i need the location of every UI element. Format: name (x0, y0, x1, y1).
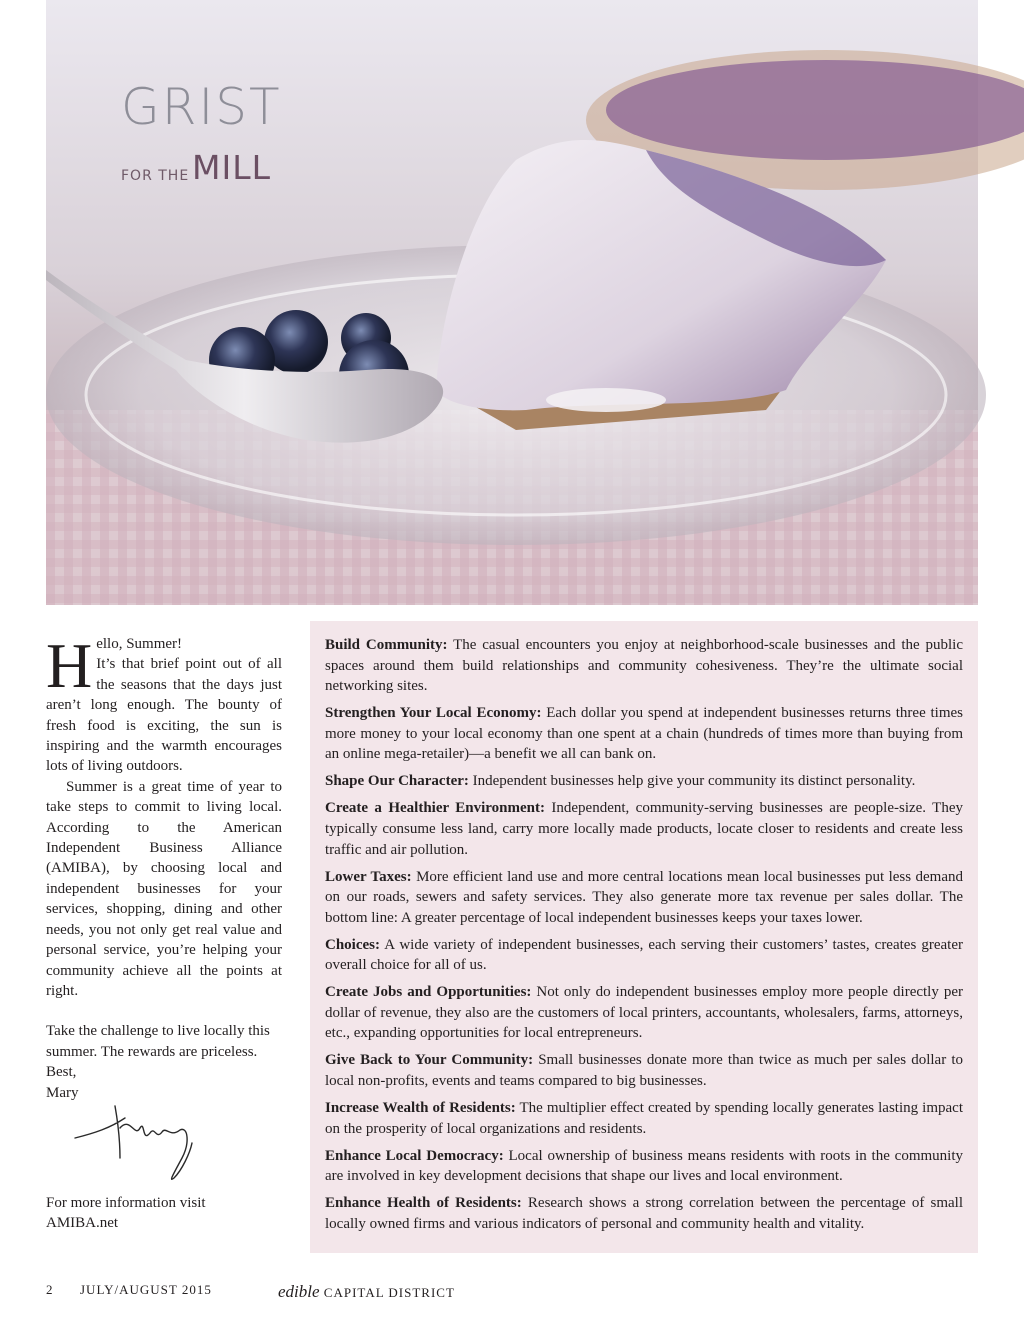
issue-date: JULY/AUGUST 2015 (80, 1282, 212, 1297)
letter-signoff-name: Mary (46, 1084, 79, 1101)
benefit-text: A wide variety of independent businesses, each serving their customers’ tastes, creates greater overall choice for all of us. (325, 936, 963, 974)
benefit-title: Shape Our Character: (325, 773, 469, 790)
benefit-item (325, 1050, 963, 1091)
benefit-item (325, 1193, 963, 1234)
letter-paragraph-1 (46, 630, 282, 777)
benefit-title: Enhance Health of Residents: (325, 1195, 522, 1212)
letter-intro: It’s that brief point out of all the seasons that the days just aren’t long enough. The bounty of fresh food is exciting, the sun is inspiring and the warmth encourages lots of living outdoors. (46, 656, 282, 775)
section-title-mill: MILL (192, 148, 271, 187)
more-info-link[interactable]: AMIBA.net (46, 1215, 119, 1232)
benefit-text: The multiplier effect created by spending locally generates lasting impact on the prosperity of local organizations and residents. (325, 1100, 963, 1137)
benefit-title: Enhance Local Democracy: (325, 1147, 504, 1164)
letter-paragraph-3: Take the challenge to live locally this summer. The rewards are priceless. (46, 1023, 270, 1060)
benefit-title: Increase Wealth of Residents: (325, 1100, 516, 1116)
benefit-title: Strengthen Your Local Economy: (325, 705, 542, 722)
benefit-text: Not only do independent businesses employ more people directly per dollar of revenue, they also are the customers of local printers, accountants, wholesalers, farms, attorneys, etc., expanding opportunities for local entrepreneurs. (325, 984, 964, 1042)
editor-letter (46, 630, 282, 1103)
benefit-item (325, 1098, 963, 1139)
benefits-list (325, 635, 963, 1241)
letter-paragraph-2: Summer is a great time of year to take steps to commit to living local. According to the American Independent Business Alliance (AMIBA), by choosing local and independent businesses for your services, shopping, dining and other needs, you not only get real value and personal service, you’re helping your community achieve all the points at right. (46, 778, 282, 999)
benefit-item (325, 771, 963, 792)
benefit-title: Build Community: (325, 637, 448, 653)
benefit-text: The casual encounters you enjoy at neighborhood-scale businesses and the public spaces around them build relationships and community cohesiveness. They’re the ultimate social networking sites. (325, 637, 963, 695)
benefit-item (325, 635, 963, 697)
section-title-for-the: FOR THE (121, 168, 190, 184)
magazine-region: CAPITAL DISTRICT (319, 1285, 455, 1300)
letter-closing: Best, (46, 1064, 77, 1081)
benefits-sidebar (310, 621, 978, 1253)
benefit-text: Local ownership of business means residents with roots in the community are involved in key development decisions that shape our lives and local environment. (325, 1147, 963, 1185)
hero-photo (46, 0, 1017, 605)
magazine-edible: edible (278, 1282, 320, 1301)
benefit-title: Create Jobs and Opportunities: (325, 984, 532, 1001)
benefit-title: Choices: (325, 936, 380, 953)
benefit-title: Give Back to Your Community: (325, 1052, 534, 1069)
benefit-text: Small businesses donate more than twice as much per sales dollar to local non-profits, events and teams compared to big businesses. (325, 1052, 964, 1090)
benefit-text: Research shows a strong correlation between the percentage of small locally owned firms and various indicators of personal and community health and vitality. (325, 1195, 964, 1232)
benefit-text: Independent businesses help give your community its distinct personality. (468, 773, 916, 790)
benefit-item (325, 867, 963, 929)
more-info-text: For more information visit (46, 1195, 206, 1211)
benefit-title: Create a Healthier Environment: (325, 800, 545, 817)
benefit-text: More efficient land use and more central locations mean local businesses put less demand on our roads, sewers and safety services. They also generate more tax revenue per sales dollar. The bottom line: A greater percentage of local independent businesses keeps your taxes lower. (325, 868, 964, 926)
benefit-item (325, 982, 963, 1044)
greeting: ello, Summer! (96, 636, 183, 652)
page-number: 2 (46, 1282, 54, 1297)
benefit-title: Lower Taxes: (325, 868, 412, 885)
benefit-item (325, 703, 963, 765)
drop-cap: H (46, 630, 93, 701)
section-title-grist: GRIST (121, 78, 282, 136)
benefit-item (325, 935, 963, 976)
benefit-text: Each dollar you spend at independent businesses returns three times more money to your local economy than one spent at a chain (hundreds of times more than buying from an online mega-retailer)—a benefit we all can bank on. (325, 705, 963, 763)
photo-credit: Photo by Brent Harrewyn (1004, 459, 1017, 598)
benefit-text: Independent, community-serving businesses are people-size. They typically consume less land, carry more locally made products, locate closer to residents and create less traffic and air pollution. (325, 800, 963, 858)
benefit-item (325, 798, 963, 860)
more-info (46, 1193, 286, 1234)
signature-image (70, 1098, 210, 1188)
magazine-name (278, 1282, 455, 1302)
benefit-item (325, 1146, 963, 1187)
